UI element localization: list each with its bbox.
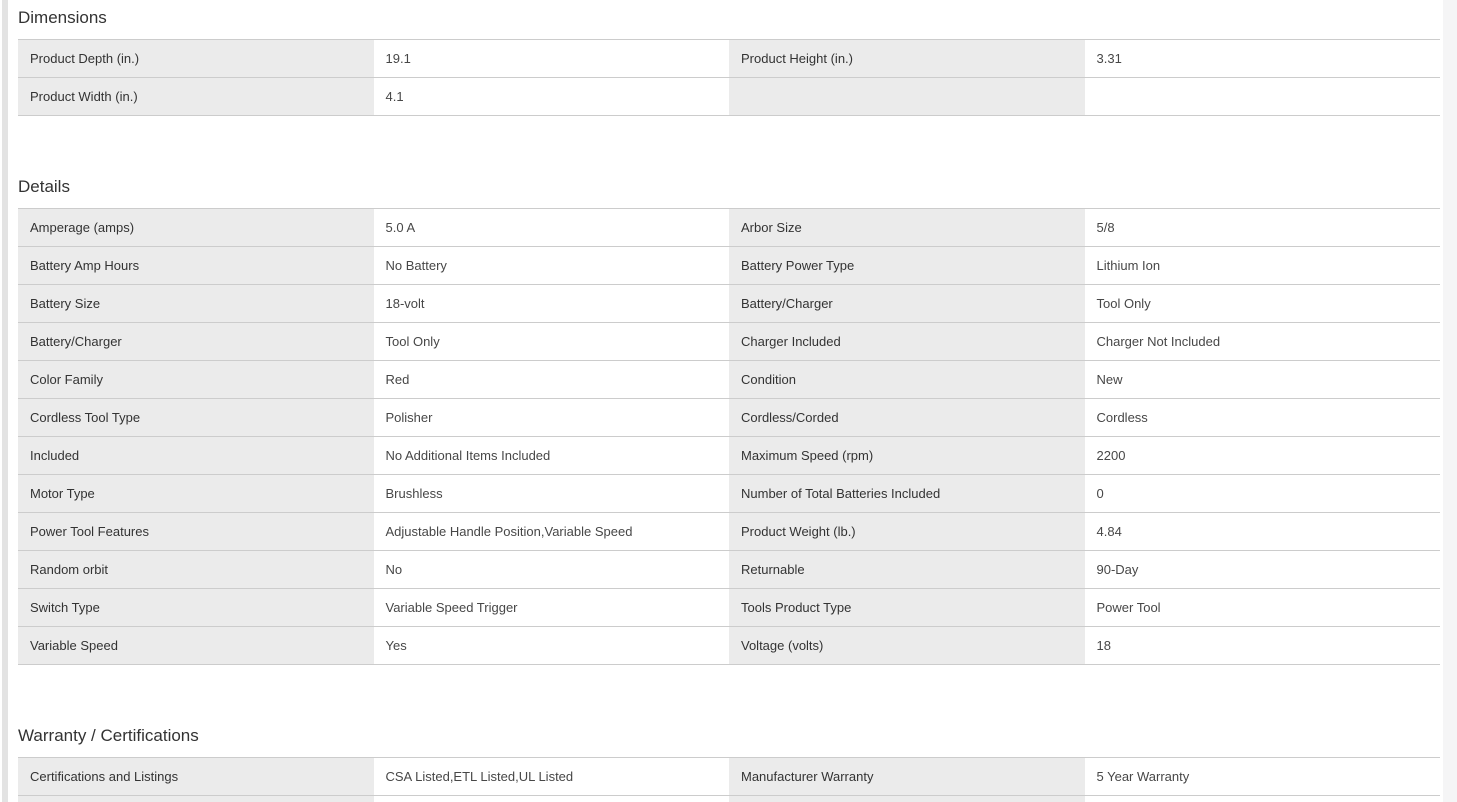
- spec-value: 5 Year Warranty: [1085, 758, 1441, 795]
- spec-label: Condition: [729, 361, 1085, 398]
- spec-value: Red: [374, 361, 730, 398]
- spec-value: Yes: [374, 627, 730, 664]
- spec-row-partial: [18, 796, 1440, 802]
- spec-value: [1085, 78, 1441, 115]
- spec-value: Tool Only: [374, 323, 730, 360]
- spec-label: [729, 796, 1085, 802]
- spec-row: [18, 40, 1440, 78]
- spec-value: 0: [1085, 475, 1441, 512]
- spec-label: Returnable: [729, 551, 1085, 588]
- spec-row: [18, 758, 1440, 796]
- spec-label: Random orbit: [18, 551, 374, 588]
- section-title-dimensions: Dimensions: [18, 8, 107, 27]
- warranty-table: [18, 757, 1440, 802]
- spec-label: Charger Included: [729, 323, 1085, 360]
- spec-label: Variable Speed: [18, 627, 374, 664]
- section-warranty-certifications: [18, 726, 1440, 802]
- spec-value: Charger Not Included: [1085, 323, 1441, 360]
- spec-value: Brushless: [374, 475, 730, 512]
- spec-row: [18, 361, 1440, 399]
- section-title-warranty-certifications: Warranty / Certifications: [18, 726, 199, 745]
- spec-row: [18, 513, 1440, 551]
- spec-value: No Battery: [374, 247, 730, 284]
- specifications-panel: [18, 0, 1440, 802]
- spec-label: Cordless/Corded: [729, 399, 1085, 436]
- spec-label: Arbor Size: [729, 209, 1085, 246]
- spec-label: Product Depth (in.): [18, 40, 374, 77]
- spec-label: [18, 796, 374, 802]
- spec-label: Power Tool Features: [18, 513, 374, 550]
- spec-value: Adjustable Handle Position,Variable Speed: [374, 513, 730, 550]
- spec-row: [18, 627, 1440, 665]
- spec-label: Manufacturer Warranty: [729, 758, 1085, 795]
- spec-value: [1085, 796, 1441, 802]
- spec-label: Battery Amp Hours: [18, 247, 374, 284]
- spec-row: [18, 323, 1440, 361]
- spec-row: [18, 247, 1440, 285]
- spec-value: Polisher: [374, 399, 730, 436]
- spec-label: Number of Total Batteries Included: [729, 475, 1085, 512]
- spec-label: Color Family: [18, 361, 374, 398]
- spec-value: CSA Listed,ETL Listed,UL Listed: [374, 758, 730, 795]
- section-dimensions: [18, 8, 1440, 116]
- spec-value: Power Tool: [1085, 589, 1441, 626]
- spec-value: 18-volt: [374, 285, 730, 322]
- spec-label: Tools Product Type: [729, 589, 1085, 626]
- spec-value: Lithium Ion: [1085, 247, 1441, 284]
- spec-row: [18, 475, 1440, 513]
- spec-label: Included: [18, 437, 374, 474]
- spec-value: New: [1085, 361, 1441, 398]
- spec-value: 4.1: [374, 78, 730, 115]
- spec-label: Switch Type: [18, 589, 374, 626]
- section-title-details: Details: [18, 177, 70, 196]
- spec-value: No: [374, 551, 730, 588]
- spec-value: No Additional Items Included: [374, 437, 730, 474]
- spec-label: Maximum Speed (rpm): [729, 437, 1085, 474]
- page-left-edge-strip: [2, 0, 8, 802]
- spec-value: Tool Only: [1085, 285, 1441, 322]
- spec-label: Voltage (volts): [729, 627, 1085, 664]
- spec-label: Battery/Charger: [18, 323, 374, 360]
- page-right-gutter: [1443, 0, 1457, 802]
- spec-row: [18, 78, 1440, 116]
- spec-label: Product Weight (lb.): [729, 513, 1085, 550]
- spec-label: Certifications and Listings: [18, 758, 374, 795]
- spec-value: 5.0 A: [374, 209, 730, 246]
- spec-value: 19.1: [374, 40, 730, 77]
- spec-value: 90-Day: [1085, 551, 1441, 588]
- spec-row: [18, 437, 1440, 475]
- spec-label: [729, 78, 1085, 115]
- dimensions-table: [18, 39, 1440, 116]
- spec-value: 4.84: [1085, 513, 1441, 550]
- spec-row: [18, 589, 1440, 627]
- spec-label: Motor Type: [18, 475, 374, 512]
- spec-label: Product Height (in.): [729, 40, 1085, 77]
- spec-label: Battery Size: [18, 285, 374, 322]
- spec-row: [18, 399, 1440, 437]
- spec-value: 5/8: [1085, 209, 1441, 246]
- spec-label: Battery/Charger: [729, 285, 1085, 322]
- spec-label: Battery Power Type: [729, 247, 1085, 284]
- section-details: [18, 177, 1440, 665]
- spec-label: Cordless Tool Type: [18, 399, 374, 436]
- spec-value: Variable Speed Trigger: [374, 589, 730, 626]
- spec-value: Cordless: [1085, 399, 1441, 436]
- spec-row: [18, 551, 1440, 589]
- spec-row: [18, 209, 1440, 247]
- spec-value: 3.31: [1085, 40, 1441, 77]
- spec-label: Product Width (in.): [18, 78, 374, 115]
- spec-row: [18, 285, 1440, 323]
- spec-label: Amperage (amps): [18, 209, 374, 246]
- spec-value: 18: [1085, 627, 1441, 664]
- details-table: [18, 208, 1440, 665]
- spec-value: 2200: [1085, 437, 1441, 474]
- spec-value: [374, 796, 730, 802]
